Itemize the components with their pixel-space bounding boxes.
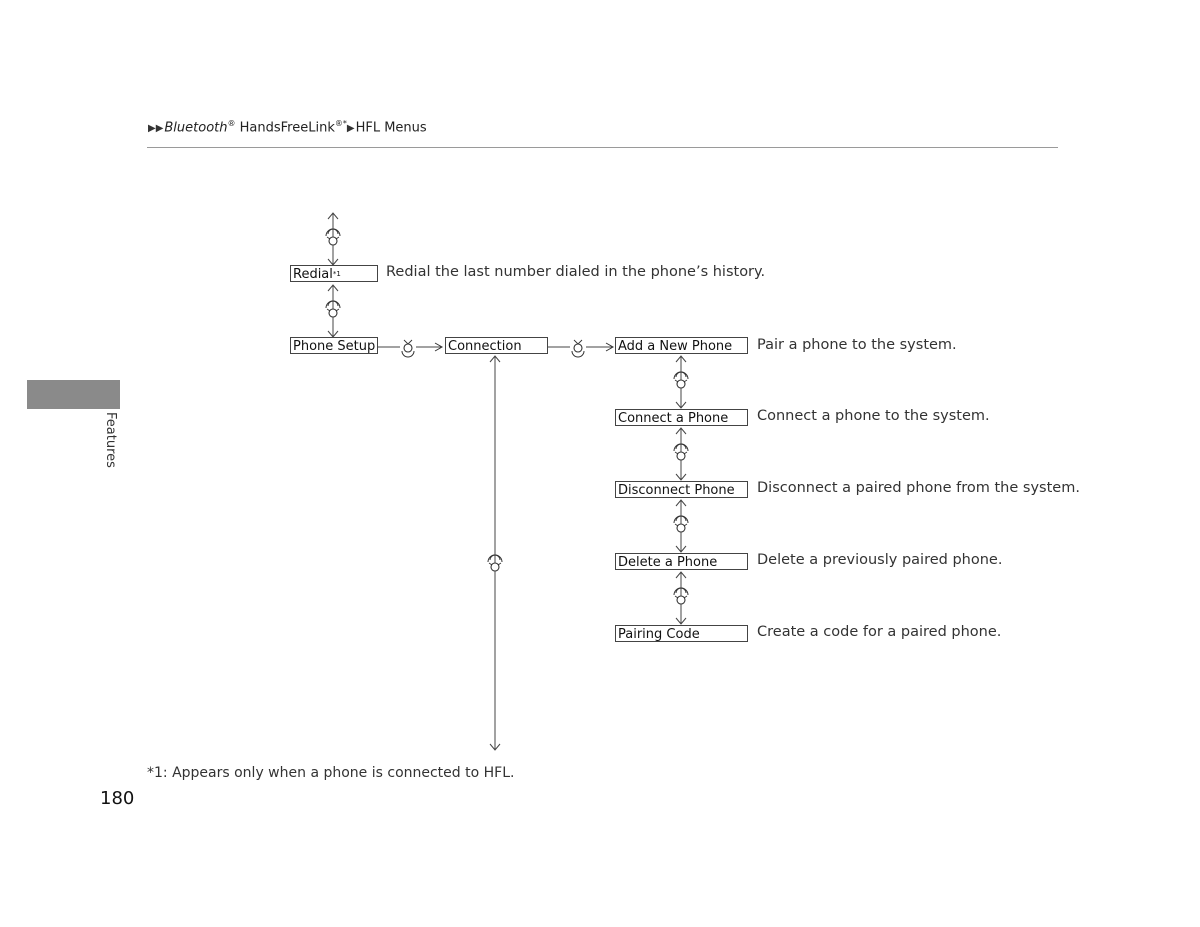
menu-disconnect-phone-desc: Disconnect a paired phone from the system.	[757, 480, 1080, 496]
menu-redial-desc: Redial the last number dialed in the phone’s history.	[386, 264, 766, 280]
connection-to-add-phone-arrow	[548, 340, 613, 357]
menu-delete-phone: Delete a Phone	[615, 553, 748, 570]
side-tab-label: Features	[103, 412, 118, 468]
menu-redial-note: *1	[332, 270, 341, 278]
menu-connection: Connection	[445, 337, 548, 354]
knob-press-icon	[402, 340, 414, 357]
redial-scroll-connector	[326, 213, 340, 265]
phone-setup-to-connection-arrow	[378, 340, 442, 357]
connection-scroll-connector	[488, 356, 502, 750]
page-number: 180	[100, 788, 135, 809]
breadcrumb-bluetooth: Bluetooth	[164, 120, 228, 136]
menu-disconnect-phone: Disconnect Phone	[615, 481, 748, 498]
menu-connect-phone-desc: Connect a phone to the system.	[757, 408, 990, 424]
footnote: *1: Appears only when a phone is connected to HFL.	[147, 765, 515, 781]
menu-redial	[290, 265, 378, 282]
menu-pairing-code: Pairing Code	[615, 625, 748, 642]
menu-phone-setup: Phone Setup	[290, 337, 378, 354]
breadcrumb-star: *	[342, 119, 347, 128]
menu-redial-label: Redial	[293, 267, 333, 282]
menu-connect-phone: Connect a Phone	[615, 409, 748, 426]
menu-add-new-phone-desc: Pair a phone to the system.	[757, 337, 957, 353]
breadcrumb-handsfreelink: HandsFreeLink	[239, 120, 335, 136]
breadcrumb-registered-mark-2: ®	[334, 119, 343, 128]
menu-pairing-code-desc: Create a code for a paired phone.	[757, 624, 1002, 640]
menu-add-new-phone: Add a New Phone	[615, 337, 748, 354]
breadcrumb-arrow-icon: ▶▶	[148, 123, 164, 135]
knob-press-icon	[572, 340, 584, 357]
breadcrumb-arrow-icon: ▶	[346, 123, 355, 135]
breadcrumb-hfl-menus: HFL Menus	[355, 120, 427, 136]
breadcrumb-registered-mark: ®	[227, 119, 236, 128]
phone-setup-scroll-connector	[326, 285, 340, 337]
menu-delete-phone-desc: Delete a previously paired phone.	[757, 552, 1003, 568]
